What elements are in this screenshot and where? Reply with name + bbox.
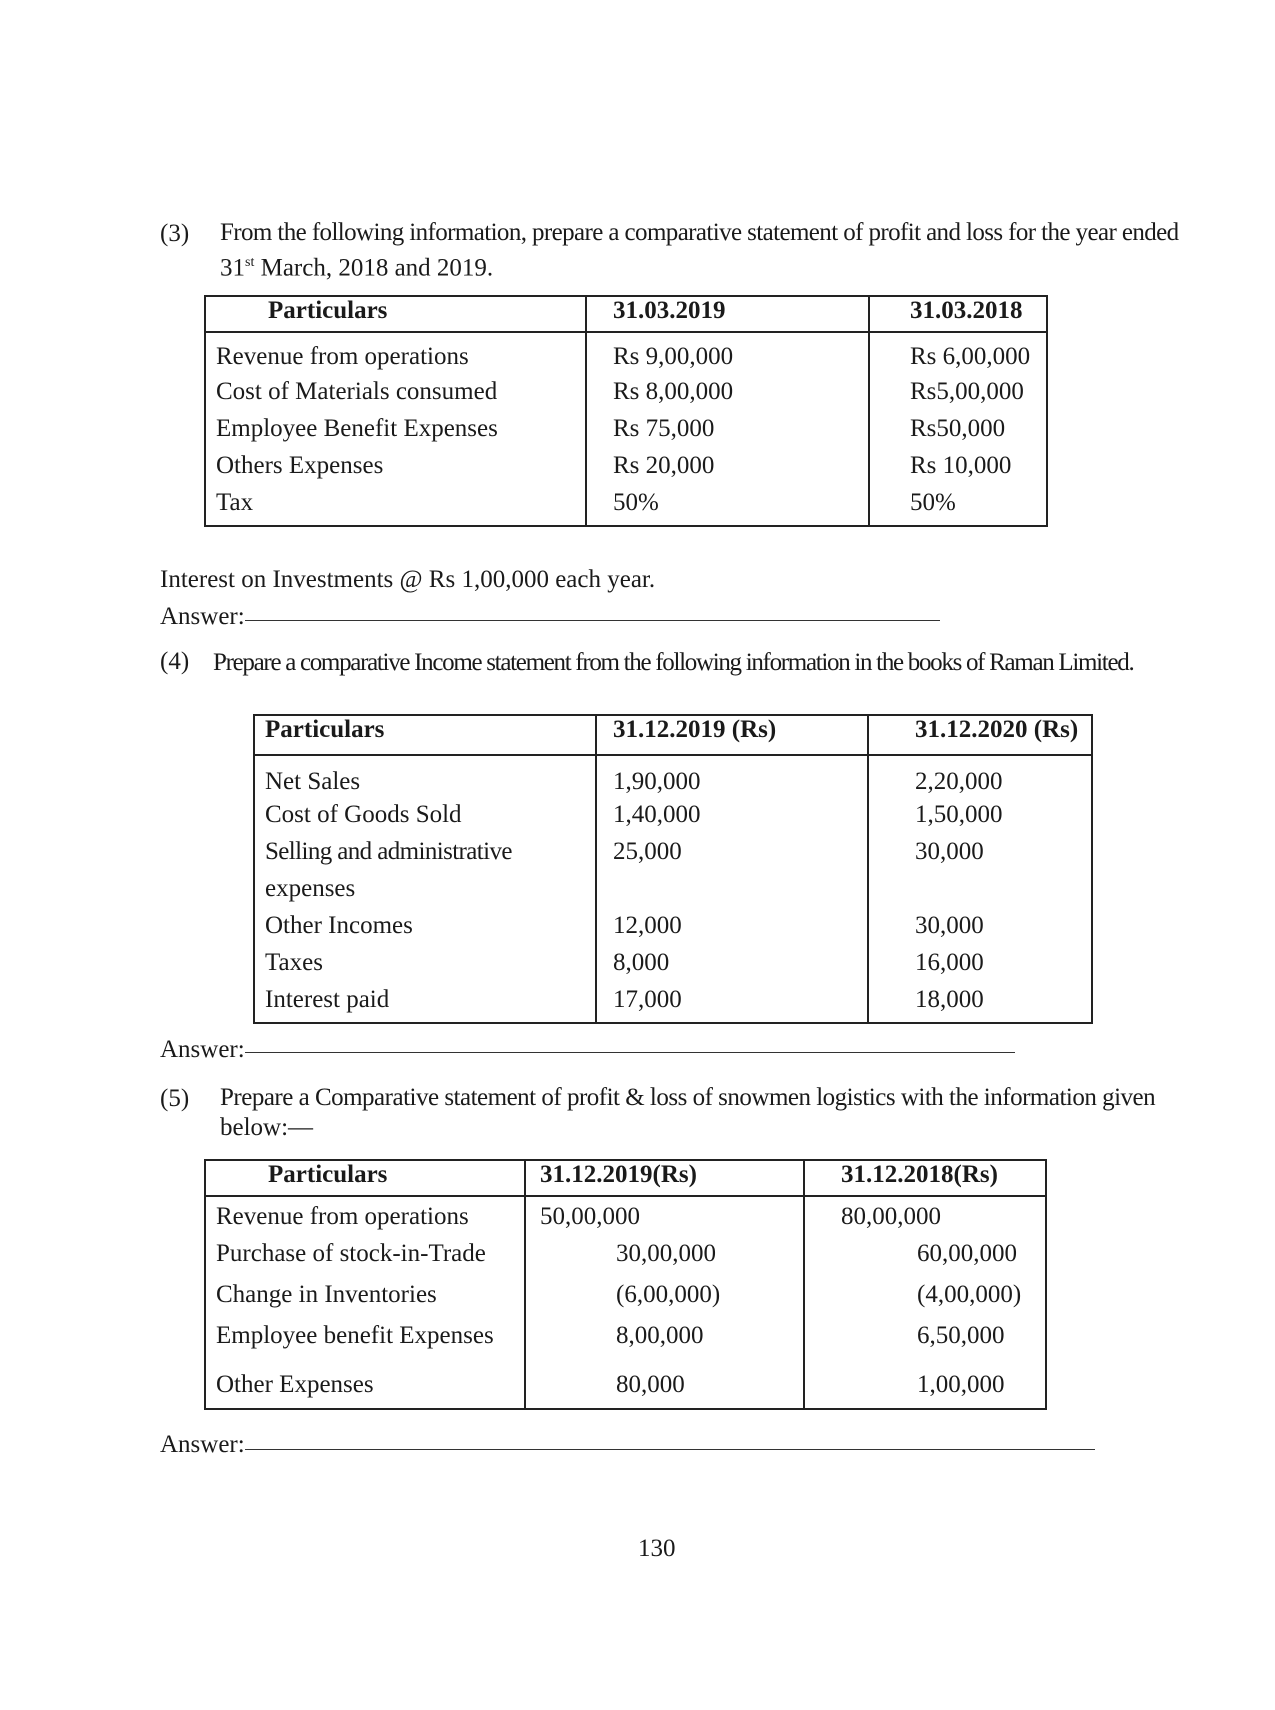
question-3-number: (3): [160, 220, 190, 247]
table-cell: 1,90,000: [596, 755, 868, 801]
question-5-text: [220, 1083, 1155, 1143]
q3-table: [204, 295, 1048, 527]
table-cell: 25,000: [596, 838, 868, 875]
table-cell: Rs 20,000: [586, 452, 869, 489]
table-cell: 16,000: [868, 949, 1092, 986]
table-cell: 8,000: [596, 949, 868, 986]
table-cell: Rs 8,00,000: [586, 378, 869, 415]
q3-answer-label: Answer:: [160, 603, 245, 630]
question-3-text: [220, 218, 1180, 283]
table-cell: [868, 875, 1092, 912]
table-cell: 50%: [586, 489, 869, 526]
table-cell: [596, 875, 868, 912]
table-cell: 2,20,000: [868, 755, 1092, 801]
table-cell: 1,50,000: [868, 801, 1092, 838]
question-5-number: (5): [160, 1085, 190, 1112]
q4-header-2020: 31.12.2020 (Rs): [868, 715, 1092, 755]
table-cell: Rs 75,000: [586, 415, 869, 452]
q3-header-particulars: Particulars: [205, 296, 586, 332]
q5-answer-label: Answer:: [160, 1431, 245, 1458]
table-cell: Other Incomes: [265, 912, 413, 939]
table-cell: 18,000: [868, 986, 1092, 1023]
table-cell: Cost of Goods Sold: [265, 801, 462, 828]
q4-header-2019: 31.12.2019 (Rs): [596, 715, 868, 755]
q5-header-2019: 31.12.2019(Rs): [525, 1160, 804, 1196]
table-cell: Selling and administrative: [265, 838, 512, 865]
table-cell: Net Sales: [265, 768, 361, 795]
table-cell: Purchase of stock-in-Trade: [216, 1240, 486, 1267]
question-3-line2: [220, 248, 1180, 283]
q3-header-2018: 31.03.2018: [869, 296, 1047, 332]
table-cell: 6,50,000: [804, 1322, 1046, 1367]
q5-answer-line: [245, 1449, 1095, 1450]
table-cell: Cost of Materials consumed: [216, 378, 498, 405]
table-cell: Rs50,000: [869, 415, 1047, 452]
q4-table: [253, 714, 1093, 1024]
table-cell: Other Expenses: [216, 1371, 374, 1398]
table-cell: expenses: [265, 875, 356, 902]
table-cell: 30,000: [868, 912, 1092, 949]
table-cell: 80,00,000: [804, 1196, 1046, 1240]
table-cell: 12,000: [596, 912, 868, 949]
question-4-number: (4): [160, 648, 190, 675]
table-cell: Taxes: [265, 949, 323, 976]
question-3-line1: From the following information, prepare a comparative statement of profit and loss for the year ended: [220, 219, 1179, 246]
table-cell: Rs5,00,000: [869, 378, 1047, 415]
q3-note: Interest on Investments @ Rs 1,00,000 each year.: [160, 566, 656, 593]
q5-header-2018: 31.12.2018(Rs): [804, 1160, 1046, 1196]
table-cell: 1,00,000: [804, 1367, 1046, 1409]
table-cell: Employee Benefit Expenses: [216, 415, 498, 442]
table-cell: (6,00,000): [525, 1281, 804, 1322]
q5-table: [204, 1159, 1047, 1410]
q4-answer-label: Answer:: [160, 1036, 245, 1063]
question-5-line2: below:—: [220, 1114, 314, 1141]
table-cell: Rs 6,00,000: [869, 332, 1047, 378]
q4-header-particulars: Particulars: [254, 715, 596, 755]
table-cell: 50,00,000: [525, 1196, 804, 1240]
table-cell: Tax: [216, 489, 254, 516]
table-cell: (4,00,000): [804, 1281, 1046, 1322]
table-cell: 8,00,000: [525, 1322, 804, 1367]
ordinal-suffix: st: [245, 255, 255, 270]
table-cell: Others Expenses: [216, 452, 384, 479]
date-text: March, 2018 and 2019.: [254, 254, 494, 282]
day-number: 31: [220, 254, 245, 282]
table-cell: 17,000: [596, 986, 868, 1023]
table-cell: 1,40,000: [596, 801, 868, 838]
table-cell: 30,000: [868, 838, 1092, 875]
table-cell: Revenue from operations: [216, 1203, 469, 1230]
q5-header-particulars: Particulars: [205, 1160, 525, 1196]
question-5-line1: Prepare a Comparative statement of profit & loss of snowmen logistics with the information given: [220, 1084, 1156, 1111]
table-cell: 30,00,000: [525, 1240, 804, 1281]
table-cell: 80,000: [525, 1367, 804, 1409]
q3-header-2019: 31.03.2019: [586, 296, 869, 332]
table-cell: Change in Inventories: [216, 1281, 437, 1308]
page-number: 130: [638, 1535, 676, 1562]
table-cell: 50%: [869, 489, 1047, 526]
table-cell: Revenue from operations: [216, 343, 469, 370]
q4-answer-line: [245, 1052, 1015, 1053]
table-cell: Rs 10,000: [869, 452, 1047, 489]
question-4-text: Prepare a comparative Income statement from the following information in the books of Raman Limited.: [213, 649, 1134, 676]
table-cell: Interest paid: [265, 986, 390, 1013]
table-cell: Employee benefit Expenses: [216, 1322, 494, 1349]
table-cell: 60,00,000: [804, 1240, 1046, 1281]
table-cell: Rs 9,00,000: [586, 332, 869, 378]
q3-answer-line: [245, 620, 940, 621]
